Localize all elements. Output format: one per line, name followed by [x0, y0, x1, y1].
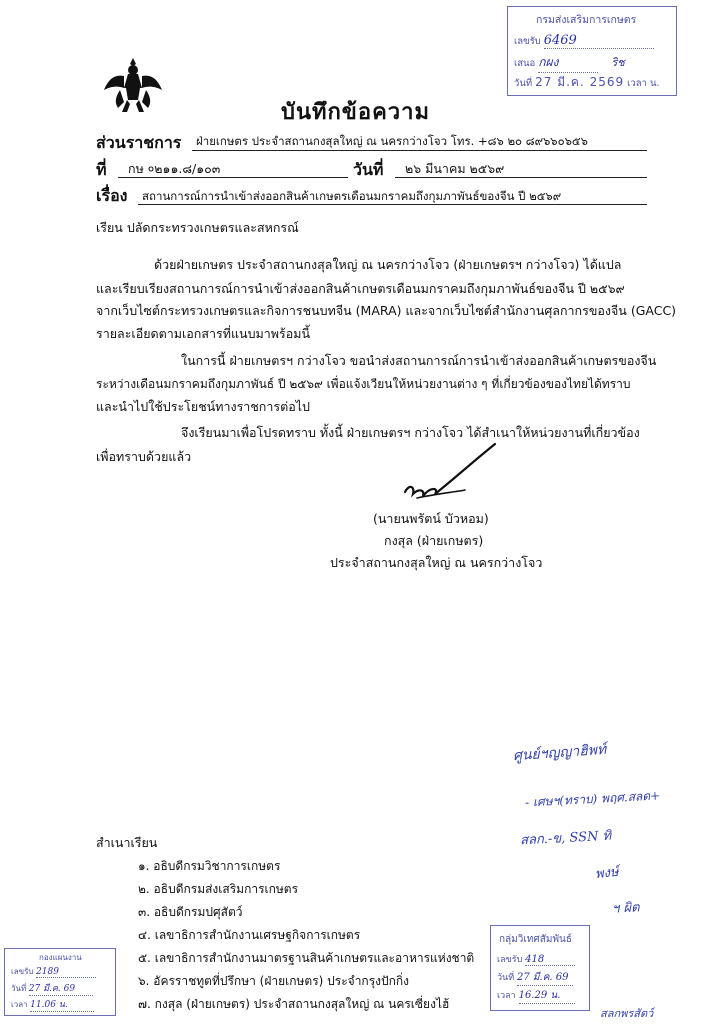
body-p1-line4: รายละเอียดตามเอกสารที่แนบมาพร้อมนี้ — [96, 326, 311, 341]
ref-value: กษ ०๒๑๑.๘/๑๐๓ — [128, 161, 221, 176]
stamp-date-label: วันที่ — [497, 973, 515, 983]
body-p1-line1: ด้วยฝ่ายเกษตร ประจำสถานกงสุลใหญ่ ณ นครกว่างโจว (ฝ่ายเกษตรฯ กว่างโจว) ได้แปล — [154, 257, 622, 272]
agency-label: ส่วนราชการ — [96, 133, 182, 152]
signature-icon — [395, 440, 505, 510]
date-underline — [395, 177, 647, 178]
stamp-number-row — [514, 33, 654, 49]
cc-item: ๔. เลขาธิการสำนักงานเศรษฐกิจการเกษตร — [138, 928, 361, 942]
body-p3-line1: จึงเรียนมาเพื่อโปรดทราบ ทั้งนี้ ฝ่ายเกษตรฯ กว่างโจว ได้สำเนาให้หน่วยงานที่เกี่ยวข้อง — [181, 425, 640, 440]
stamp-propose-label: เสนอ — [514, 58, 536, 69]
handwritten-note-2: - เศษฯ(ทราบ) พฤศ.สลด+ — [524, 788, 661, 810]
stamp-title: กองแผนงาน — [39, 953, 82, 962]
stamp-date-value: 27 มี.ค. 69 — [517, 970, 573, 986]
stamp-title: กลุ่มวิเทศสัมพันธ์ — [499, 934, 572, 945]
body-p2-line3: และนำไปใช้ประโยชน์ทางราชการต่อไป — [96, 399, 310, 414]
agency-value: ฝ่ายเกษตร ประจำสถานกงสุลใหญ่ ณ นครกว่างโจว โทร. +๘๖ ๒๐ ๘๙๖๖๐๖๕๖ — [196, 134, 588, 148]
cc-item: ๓. อธิบดีกรมปศุสัตว์ — [138, 905, 243, 919]
stamp-time-row — [497, 988, 575, 1004]
stamp-title: กรมส่งเสริมการเกษตร — [536, 14, 637, 26]
subject-underline — [138, 204, 647, 205]
body-p2-line1: ในการนี้ ฝ่ายเกษตรฯ กว่างโจว ขอนำส่งสถานการณ์การนำเข้าส่งออกสินค้าเกษตรของจีน — [181, 353, 657, 368]
body-p1-line3: จากเว็บไซต์กระทรวงเกษตรและกิจการชนบทจีน (MARA) และจากเว็บไซต์สำนักงานศุลกากรของจีน (GACC) — [96, 303, 677, 318]
ref-label: ที่ — [96, 160, 107, 179]
handwritten-note-4: พงษ์ — [594, 864, 620, 883]
stamp-time-label: เวลา — [627, 78, 647, 89]
stamp-number-label: เลขรับ — [11, 967, 34, 976]
stamp-date-row — [514, 73, 659, 92]
cc-item: ๑. อธิบดีกรมวิชาการเกษตร — [138, 859, 281, 873]
cc-item: ๖. อัครราชทูตที่ปรึกษา (ฝ่ายเกษตร) ประจำกรุงปักกิ่ง — [138, 974, 410, 988]
stamp-date-label: วันที่ — [514, 78, 533, 89]
stamp-bottom-right-extra: สลกพรสัตว์ — [600, 1007, 654, 1020]
body-p3-line2: เพื่อทราบด้วยแล้ว — [96, 449, 192, 464]
cc-item: ๕. เลขาธิการสำนักงานมาตรฐานสินค้าเกษตรและอาหารแห่งชาติ — [138, 951, 475, 965]
stamp-number-row — [497, 952, 575, 966]
receiving-stamp-bottom-left — [4, 948, 116, 1016]
subject-label: เรื่อง — [96, 186, 128, 205]
cc-item: ๒. อธิบดีกรมส่งเสริมการเกษตร — [138, 882, 299, 896]
stamp-number-row — [11, 965, 96, 978]
stamp-propose-row — [514, 53, 625, 73]
salutation: เรียน ปลัดกระทรวงเกษตรและสหกรณ์ — [96, 220, 299, 235]
stamp-time-row — [11, 997, 94, 1012]
stamp-date-value: 27 มี.ค. 2569 — [535, 75, 625, 89]
signatory-position: กงสุล (ฝ่ายเกษตร) — [384, 533, 484, 548]
stamp-number-value: 2189 — [36, 967, 96, 978]
stamp-date-row — [497, 970, 573, 986]
stamp-number-label: เลขรับ — [497, 955, 523, 965]
date-label: วันที่ — [353, 160, 384, 179]
stamp-date-label: วันที่ — [11, 984, 27, 993]
stamp-time-value: 16.29 น. — [519, 988, 575, 1004]
stamp-number-value: 6469 — [544, 33, 654, 49]
receiving-stamp-top — [507, 6, 677, 96]
stamp-date-row — [11, 981, 93, 996]
signatory-name: (นายนพรัตน์ บัวหอม) — [373, 511, 489, 526]
stamp-time-suffix: น. — [649, 78, 660, 89]
receiving-stamp-bottom-right — [490, 925, 590, 1011]
cc-label: สำเนาเรียน — [96, 835, 158, 850]
body-p2-line2: ระหว่างเดือนมกราคมถึงกุมภาพันธ์ ปี ๒๕๖๙ เพื่อแจ้งเวียนให้หน่วยงานต่าง ๆ ที่เกี่ยวข้องของไทยได้ทราบ — [96, 377, 631, 391]
stamp-time-value: 11.06 น. — [30, 997, 94, 1012]
stamp-propose-extra: ริช — [611, 56, 625, 69]
memo-title: บันทึกข้อความ — [280, 100, 430, 125]
stamp-time-label: เวลา — [497, 991, 516, 1001]
ref-underline — [118, 177, 348, 178]
signatory-office: ประจำสถานกงสุลใหญ่ ณ นครกว่างโจว — [330, 555, 543, 570]
stamp-number-label: เลขรับ — [514, 36, 541, 47]
agency-underline — [192, 150, 647, 151]
handwritten-note-3: สลก.-ข, SSN ทิ — [519, 828, 612, 849]
body-p1-line2: และเรียบเรียงสถานการณ์การนำเข้าส่งออกสินค้าเกษตรเดือนมกราคมถึงกุมภาพันธ์ของจีน ปี ๒๕๖๙ — [96, 281, 625, 296]
cc-item: ๗. กงสุล (ฝ่ายเกษตร) ประจำสถานกงสุลใหญ่ ณ นครเซี่ยงไฮ้ — [138, 997, 450, 1011]
stamp-number-value: 418 — [525, 954, 575, 966]
stamp-date-value: 27 มี.ค. 69 — [29, 981, 93, 996]
stamp-propose-value: กผง — [538, 53, 598, 73]
stamp-time-label: เวลา — [11, 1000, 28, 1009]
date-value: ๒๖ มีนาคม ๒๕๖๙ — [405, 161, 505, 176]
subject-value: สถานการณ์การนำเข้าส่งออกสินค้าเกษตรเดือนมกราคมถึงกุมภาพันธ์ของจีน ปี ๒๕๖๙ — [142, 189, 562, 203]
handwritten-note-1: ศูนย์ฯญญาฮิพท์ — [512, 741, 607, 765]
handwritten-note-5: ฯ ผิต — [611, 900, 640, 917]
